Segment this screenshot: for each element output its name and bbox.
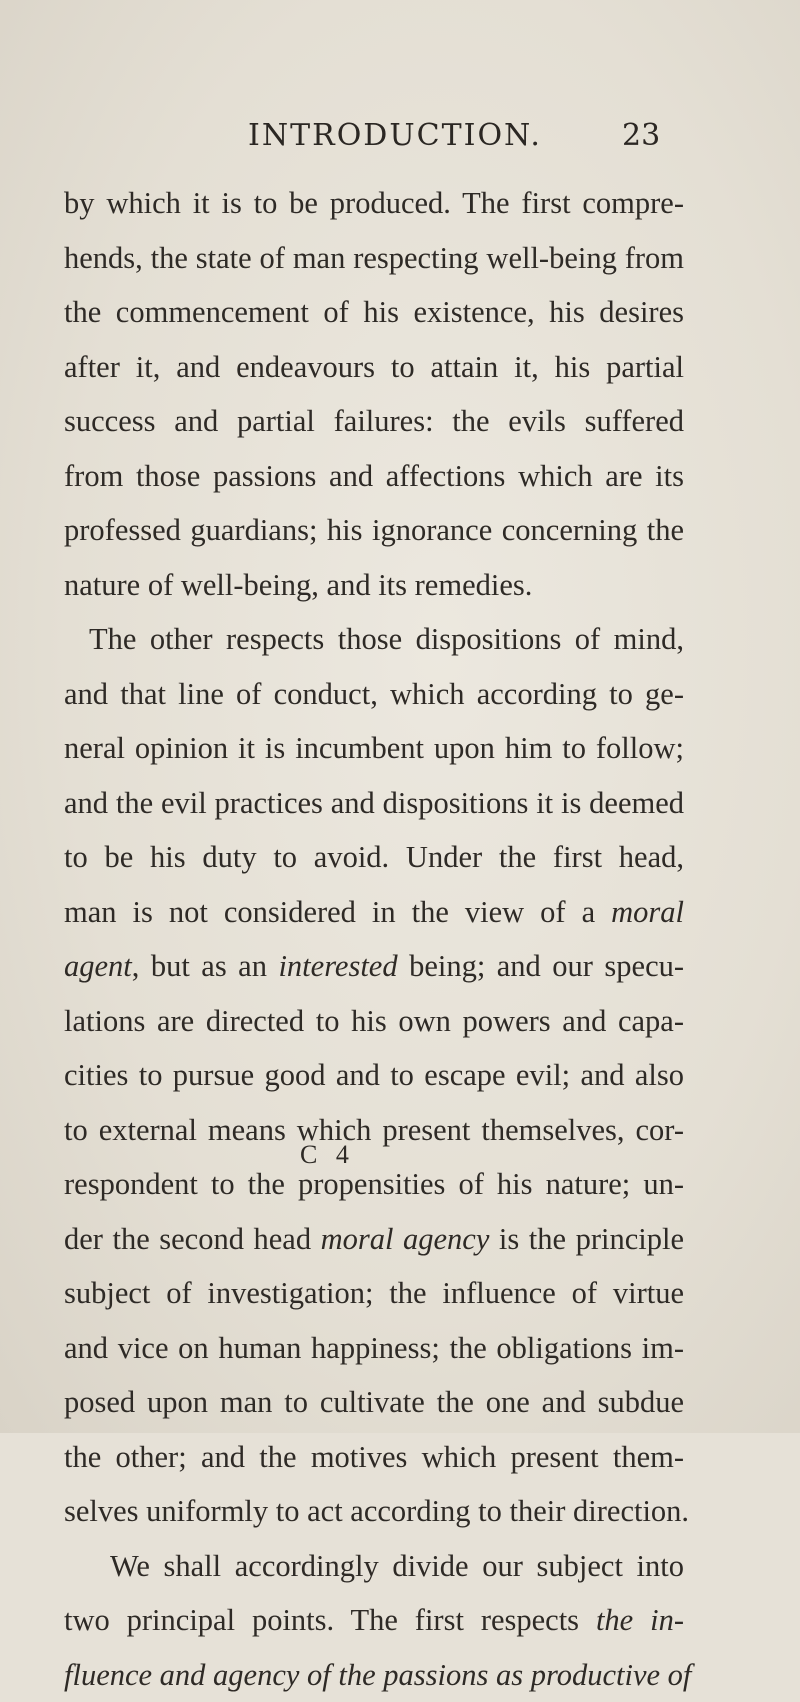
text-line: We shall accordingly divide our subject into bbox=[64, 1539, 684, 1594]
text-line: lations are directed to his own powers and capa- bbox=[64, 994, 684, 1049]
text-line: the commencement of his existence, his desires bbox=[64, 285, 684, 340]
italic-word: interested bbox=[278, 949, 397, 983]
text-line: der the second head moral agency is the principle bbox=[64, 1212, 684, 1267]
text-line: success and partial failures: the evils suffered bbox=[64, 394, 684, 449]
text-line: to external means which present themselves, cor- bbox=[64, 1103, 684, 1158]
text-line: and that line of conduct, which according to ge- bbox=[64, 667, 684, 722]
text-line: neral opinion it is incumbent upon him to follow; bbox=[64, 721, 684, 776]
text-line: posed upon man to cultivate the one and subdue bbox=[64, 1375, 684, 1430]
text-line: man is not considered in the view of a moral bbox=[64, 885, 684, 940]
text-line: selves uniformly to act according to their direction. bbox=[64, 1484, 684, 1539]
body-text bbox=[64, 176, 684, 1702]
italic-word: the in- bbox=[596, 1603, 684, 1637]
page-number: 23 bbox=[622, 118, 660, 153]
running-head bbox=[0, 118, 800, 158]
text-line: and the evil practices and dispositions it is deemed bbox=[64, 776, 684, 831]
text-line: agent, but as an interested being; and our specu- bbox=[64, 939, 684, 994]
italic-word: agent bbox=[64, 949, 132, 983]
text-line: after it, and endeavours to attain it, his partial bbox=[64, 340, 684, 395]
signature-mark: C 4 bbox=[300, 1140, 355, 1170]
italic-word: moral agency bbox=[321, 1222, 490, 1256]
text-line bbox=[64, 1648, 684, 1702]
running-title: INTRODUCTION. bbox=[248, 118, 542, 153]
italic-word: moral bbox=[611, 895, 684, 929]
text-line: by which it is to be produced. The first compre- bbox=[64, 176, 684, 231]
text-line: respondent to the propensities of his nature; un- bbox=[64, 1157, 684, 1212]
text-line: cities to pursue good and to escape evil; and also bbox=[64, 1048, 684, 1103]
text-line: subject of investigation; the influence of virtue bbox=[64, 1266, 684, 1321]
text-line: hends, the state of man respecting well-being from bbox=[64, 231, 684, 286]
text-line: from those passions and affections which are its bbox=[64, 449, 684, 504]
text-line: The other respects those dispositions of mind, bbox=[64, 612, 684, 667]
text-line: two principal points. The first respects the in- bbox=[64, 1593, 684, 1648]
text-line: professed guardians; his ignorance concerning the bbox=[64, 503, 684, 558]
text-line: nature of well-being, and its remedies. bbox=[64, 558, 684, 613]
italic-phrase: fluence and agency of the passions as productive of bbox=[64, 1658, 691, 1692]
text-line: to be his duty to avoid. Under the first head, bbox=[64, 830, 684, 885]
text-line: the other; and the motives which present them- bbox=[64, 1430, 684, 1485]
text-line: and vice on human happiness; the obligations im- bbox=[64, 1321, 684, 1376]
